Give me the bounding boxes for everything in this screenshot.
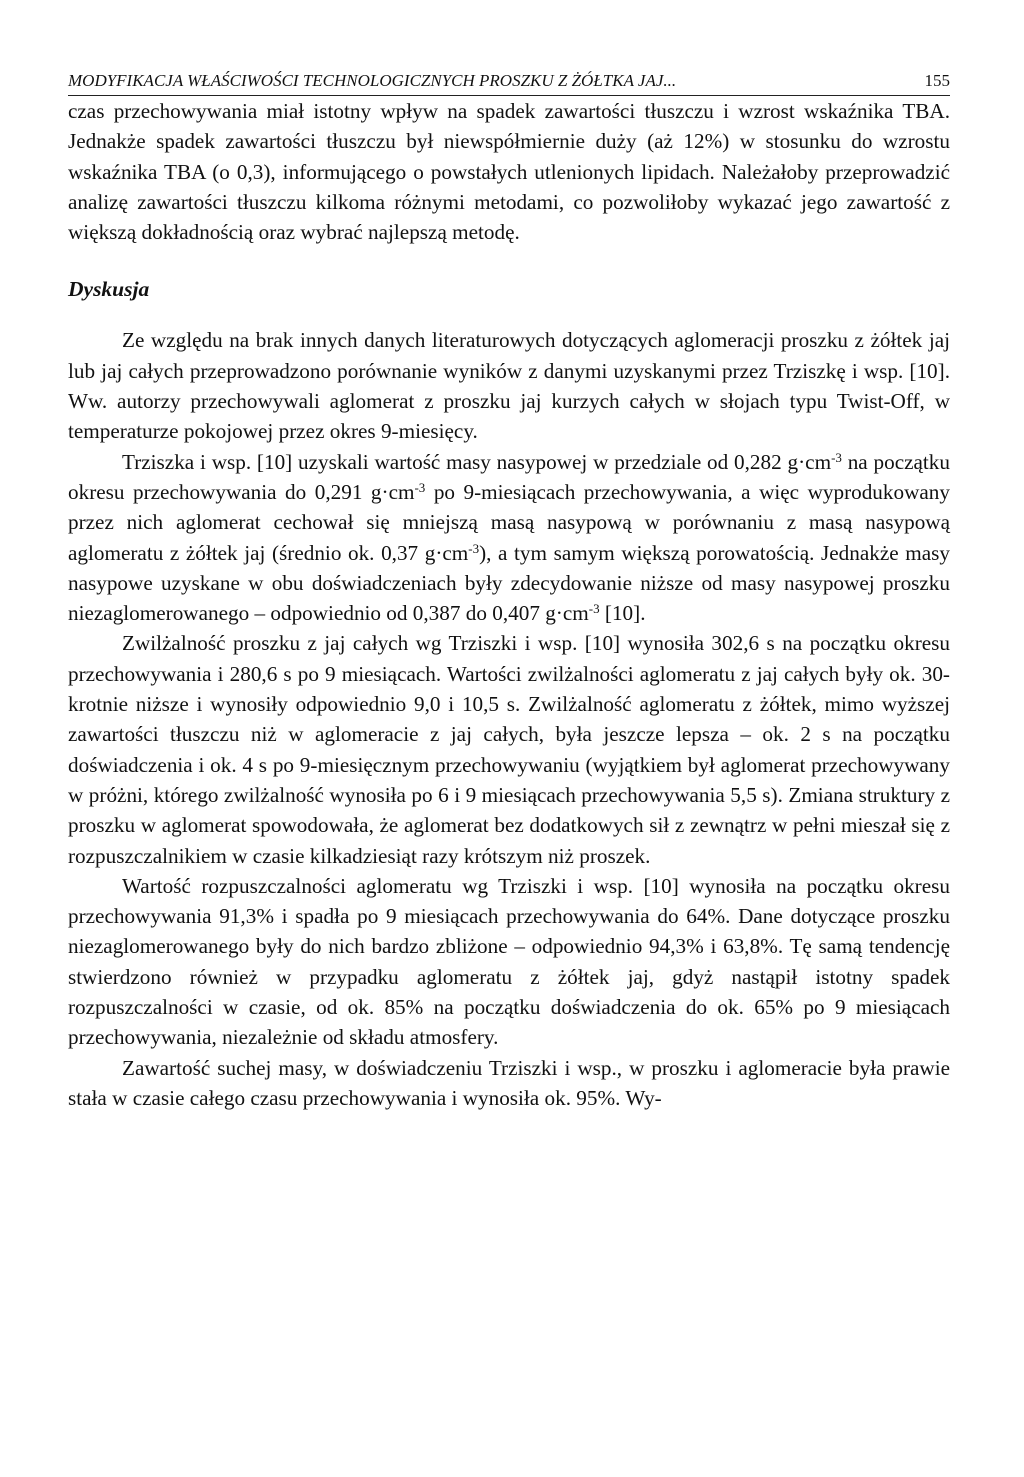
exponent-3: -3 bbox=[468, 540, 480, 556]
section-heading: Dyskusja bbox=[68, 277, 150, 302]
paragraph-2 bbox=[68, 447, 950, 629]
paragraph-1: Ze względu na brak innych danych literaturowych dotyczących aglomeracji proszku z żółtek jaj lub jaj całych przeprowadzono porównanie wyników z danymi uzyskanymi przez Trziszkę i wsp. [10]. Ww. autorzy przechowywali aglomerat z proszku jaj kurzych całych w słojach typu Twist-Off, w temperaturze pokojowej przez okres 9-miesięcy. bbox=[68, 328, 950, 444]
exponent-2: -3 bbox=[414, 479, 426, 495]
paragraph-4: Wartość rozpuszczalności aglomeratu wg Trziszki i wsp. [10] wynosiła na początku okresu przechowywania 91,3% i spadła po 9 miesiącach przechowywania do 64%. Dane dotyczące proszku niezaglomerowanego były do nich bardzo zbliżone – odpowiednio 94,3% i 63,8%. Tę samą tendencję stwierdzono również w przypadku aglomeratu z żółtek jaj, gdyż nastąpił istotny spadek rozpuszczalności w czasie, od ok. 85% na początku doświadczenia do ok. 65% po 9 miesiącach przechowywania, niezależnie od składu atmosfery. bbox=[68, 873, 950, 1050]
paragraph-2-part-5: [10]. bbox=[599, 601, 646, 626]
paragraph-3: Zwilżalność proszku z jaj całych wg Trziszki i wsp. [10] wynosiła 302,6 s na początku okresu przechowywania i 280,6 s po 9 miesiącach. Wartości zwilżalności aglomeratu z jaj całych były ok. 30-krotnie niższe i wynosiły odpowiednio 9,0 i 10,5 s. Zwilżalność aglomeratu z żółtek, mimo wyższej zawartości tłuszczu niż w aglomeracie z jaj całych, była jeszcze lepsza – ok. 2 s na początku doświadczenia i ok. 4 s po 9-miesięcznym przechowywaniu (wyjątkiem był aglomerat przechowywany w próżni, którego zwilżalność wynosiła po 6 i 9 miesiącach przechowywania 5,5 s). Zmiana struktury z proszku w aglomerat spowodowała, że aglomerat bez dodatkowych sił z zewnątrz w pełni mieszał się z rozpuszczalnikiem w czasie kilkadziesiąt razy krótszym niż proszek. bbox=[68, 631, 950, 868]
running-title: MODYFIKACJA WŁAŚCIWOŚCI TECHNOLOGICZNYCH PROSZKU Z ŻÓŁTKA JAJ... bbox=[68, 71, 677, 90]
paragraph-2-part-2: na początku okresu przechowywania do 0,291 g·cm bbox=[68, 449, 950, 504]
exponent-1: -3 bbox=[831, 449, 842, 465]
page-number: 155 bbox=[924, 71, 950, 90]
exponent-4: -3 bbox=[588, 601, 600, 617]
paragraph-2-part-1: Trziszka i wsp. [10] uzyskali wartość masy nasypowej w przedziale od 0,282 g·cm bbox=[122, 449, 832, 474]
body-text bbox=[68, 96, 950, 1113]
paragraph-5: Zawartość suchej masy, w doświadczeniu Trziszki i wsp., w proszku i aglomeracie była prawie stała w czasie całego czasu przechowywania i wynosiła ok. 95%. Wy- bbox=[68, 1055, 950, 1110]
page bbox=[68, 70, 950, 1113]
paragraph-intro: czas przechowywania miał istotny wpływ na spadek zawartości tłuszczu i wzrost wskaźnika TBA. Jednakże spadek zawartości tłuszczu był niewspółmiernie duży (aż 12%) w stosunku do wzrostu wskaźnika TBA (o 0,3), informującego o powstałych utlenionych lipidach. Należałoby przeprowadzić analizę zawartości tłuszczu kilkoma różnymi metodami, co pozwoliłoby wykazać jego zawartość z większą dokładnością oraz wybrać najlepszą metodę. bbox=[68, 99, 950, 245]
running-header bbox=[68, 70, 950, 96]
paragraph-2-part-3: po 9-miesiącach przechowywania, a więc wyprodukowany przez nich aglomerat cechował się mniejszą masą nasypową w porównaniu z masą nasypową aglomeratu z żółtek jaj (średnio ok. 0,37 g·cm bbox=[68, 479, 950, 565]
paragraph-2-part-4: ), a tym samym większą porowatością. Jednakże masy nasypowe uzyskane w obu doświadczeniach były zdecydowanie niższe od masy nasypowej proszku niezaglomerowanego – odpowiednio od 0,387 do 0,407 g·cm bbox=[68, 540, 950, 626]
